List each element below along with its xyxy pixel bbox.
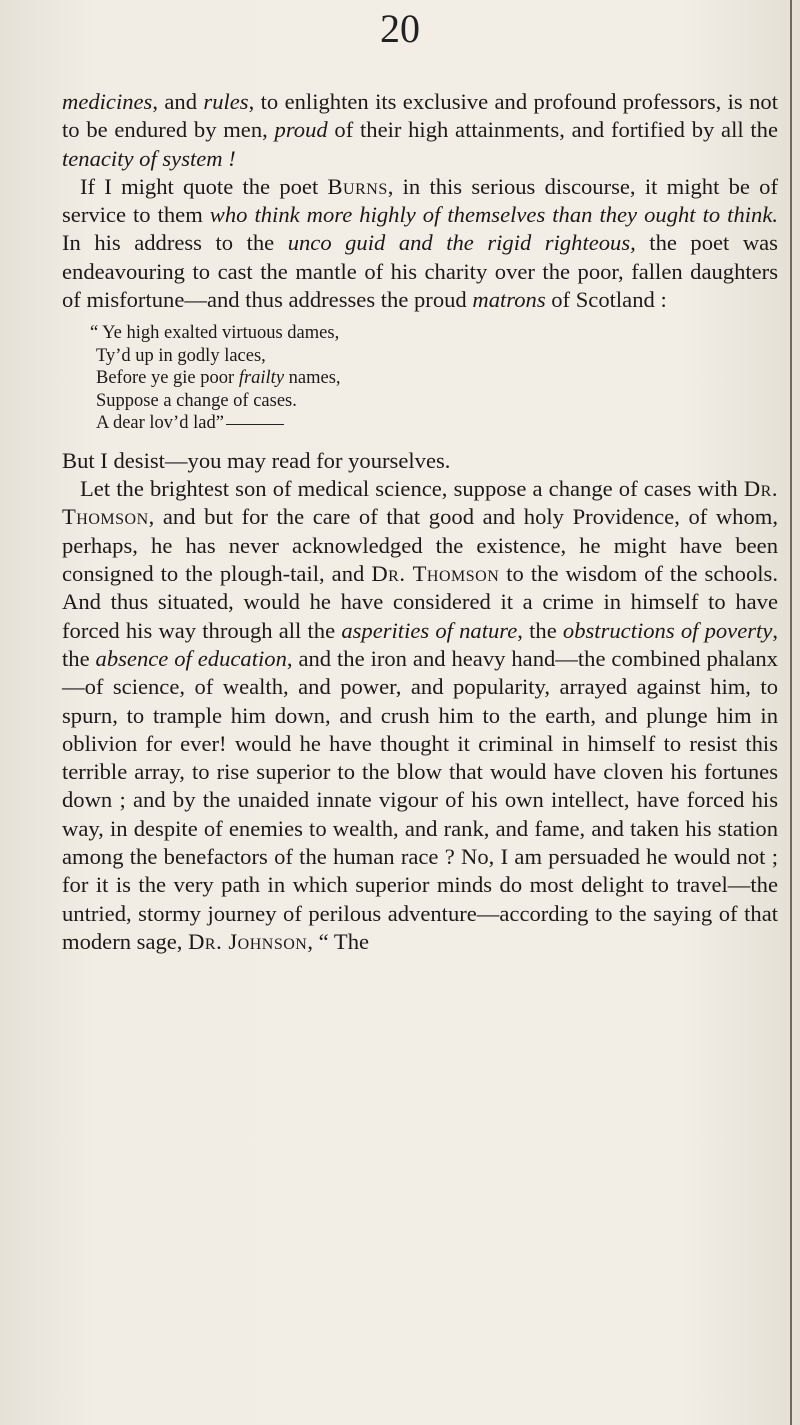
text-run: , and	[152, 89, 204, 114]
text-run: , the	[517, 617, 563, 643]
paragraph-3: But I desist—you may read for yourselves.	[62, 447, 451, 473]
text-run: to the wisdom of the schools. And thus situated, would he have considered it a crime in himself to have forced his way through all the	[62, 561, 778, 643]
paragraph-4	[62, 475, 778, 956]
emphasis: who think more highly of themselves than they ought to think.	[209, 202, 779, 228]
emphasis: medicines	[62, 89, 153, 114]
emphasis: absence of education	[95, 645, 287, 671]
text-run: , in this serious discourse, it might be of service to them	[62, 173, 778, 228]
text-run: Before ye gie poor	[96, 368, 239, 389]
paragraph-2	[62, 173, 778, 314]
page-body	[62, 88, 778, 956]
page-edge-shadow	[790, 0, 792, 1425]
text-run: of Scotland :	[545, 287, 667, 313]
poem-line: “ Ye high exalted virtuous dames,	[90, 323, 340, 344]
name-smallcaps: Dr. Thomson	[62, 476, 778, 530]
emphasis: tenacity of system !	[62, 145, 236, 171]
text-run: names,	[284, 368, 341, 389]
emphasis: frailty	[238, 368, 285, 389]
poem-line	[90, 412, 778, 435]
name-smallcaps: Burns	[327, 173, 388, 199]
paragraph-1	[62, 88, 778, 173]
name-smallcaps: Dr. Johnson	[188, 928, 308, 954]
text-run: , the	[62, 617, 778, 671]
poem-line: Suppose a change of cases.	[96, 390, 297, 411]
text-run: , and the iron and heavy hand—the combined phalanx—of science, of wealth, and power, and popularity, arrayed against him, to spurn, to trample him down, and crush him to the earth, and plunge him in oblivion for ever! would he have thought it criminal in himself to resist this terrible array, to rise superior to the blow that would have cloven his fortunes down ; and by the unaided innate vigour of his own intellect, have forced his way, in despite of enemies to wealth, and rank, and fame, and taken his station among the benefactors of the human race ? No, I am persuaded he would not ; for it is the very path in which superior minds do most delight to travel—the untried, stormy journey of perilous adventure—according to the saying of that modern sage,	[62, 645, 778, 954]
dash-rule	[226, 424, 284, 425]
poem-quotation	[90, 322, 778, 435]
text-run: , “ The	[307, 928, 370, 954]
text-run: Let the brightest son of medical science, suppose a change of cases with	[80, 476, 744, 502]
text-run: A dear lov’d lad”	[96, 413, 224, 434]
text-run: of their high attainments, and fortified by all the	[327, 117, 778, 143]
name-smallcaps: Dr. Thomson	[371, 561, 500, 587]
text-run: the poet was endeavouring to cast the mantle of his charity over the poor, fallen daughters of misfortune—and thus addresses the proud	[62, 230, 778, 313]
emphasis: obstructions of poverty	[562, 617, 773, 643]
poem-line	[90, 367, 778, 390]
emphasis: matrons	[472, 287, 546, 313]
text-run: , and but for the care of that good and holy Providence, of whom, perhaps, he has never acknowledged the existence, he might have been consigned to the plough-tail, and	[62, 504, 778, 587]
emphasis: unco guid and the rigid righteous,	[287, 230, 636, 256]
text-run: If I might quote the poet	[80, 173, 328, 199]
poem-line: Ty’d up in godly laces,	[96, 345, 266, 366]
emphasis: proud	[274, 117, 328, 143]
text-run: In his address to the	[62, 230, 288, 256]
page-number: 20	[380, 6, 420, 51]
emphasis: asperities of nature	[341, 617, 518, 643]
emphasis: rules	[203, 89, 249, 114]
text-run: , to enlighten its exclusive and profound professors, is not to be endured by men,	[62, 89, 778, 143]
